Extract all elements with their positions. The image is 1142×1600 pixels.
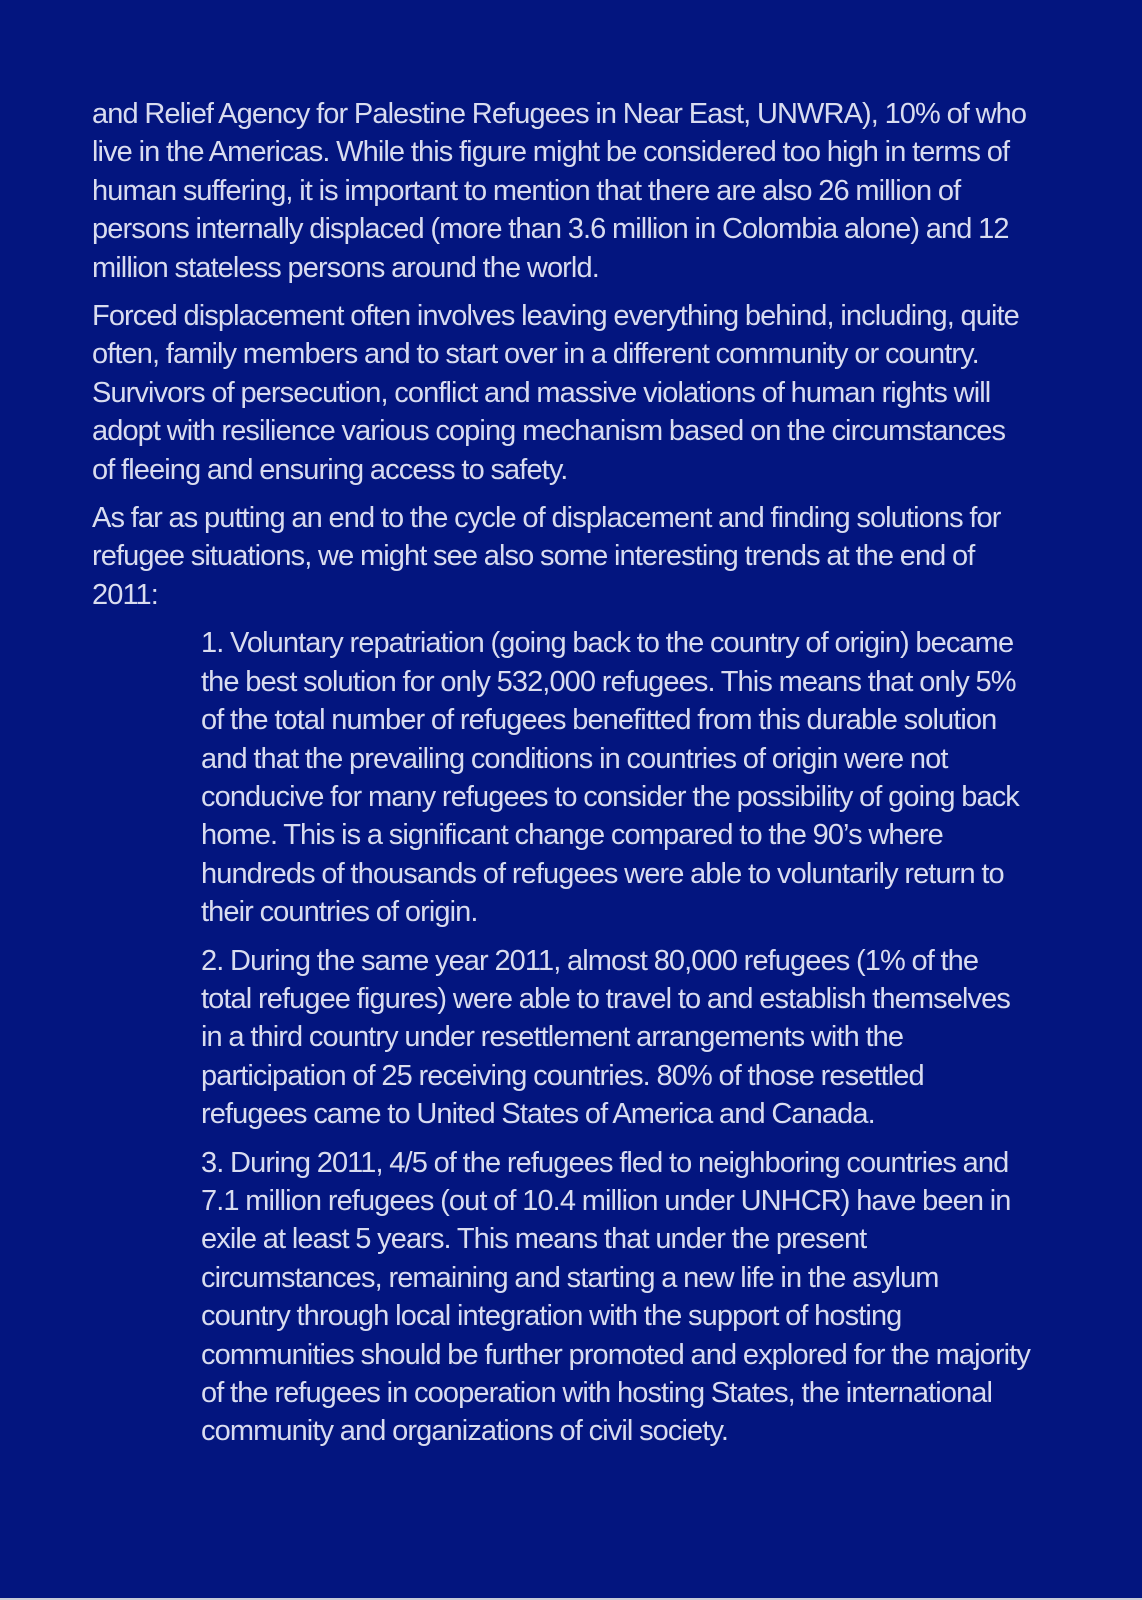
list-item-local-integration: 3. During 2011, 4/5 of the refugees fled to neighboring countries and 7.1 million refugees (out of 10.4 million under UNHCR) have been in exile at least 5 years. This means that under the present circumstances, remaining and starting a new life in the asylum country through local integration with the support of hosting communities should be further promoted and explored for the majority of the refugees in cooperation with hosting States, the international community and organizations of civil society. (201, 1146, 1030, 1448)
list-item-resettlement: 2. During the same year 2011, almost 80,000 refugees (1% of the total refugee figures) were able to travel to and establish themselves in a third country under resettlement arrangements with the participation of 25 receiving countries. 80% of those resettled refugees came to United States of America and Canada. (201, 944, 1010, 1131)
body-text (92, 95, 1092, 1461)
paragraph-refugee-statistics: and Relief Agency for Palestine Refugees in Near East, UNWRA), 10% of who live in the Americas. While this figure might be considered too high in terms of human suffering, it is important to mention that there are also 26 million of persons internally displaced (more than 3.6 million in Colombia alone) and 12 million stateless persons around the world. (92, 98, 1027, 284)
trends-list (92, 624, 1092, 1451)
list-item-voluntary-repatriation: 1. Voluntary repatriation (going back to the country of origin) became the best solution for only 532,000 refugees. This means that only 5% of the total number of refugees benefitted from this durable solution and that the prevailing conditions in countries of origin were not conducive for many refugees to consider the possibility of going back home. This is a significant change compared to the 90’s where hundreds of thousands of refugees were able to voluntarily return to their countries of origin. (201, 627, 1019, 929)
paragraph-forced-displacement: Forced displacement often involves leaving everything behind, including, quite often, family members and to start over in a different community or country. Survivors of persecution, conflict and massive violations of human rights will adopt with resilience various coping mechanism based on the circumstances of fleeing and ensuring access to safety. (92, 300, 1019, 486)
paragraph-trends-intro: As far as putting an end to the cycle of displacement and finding solutions for refugee situations, we might see also some interesting trends at the end of 2011: (92, 502, 1001, 611)
